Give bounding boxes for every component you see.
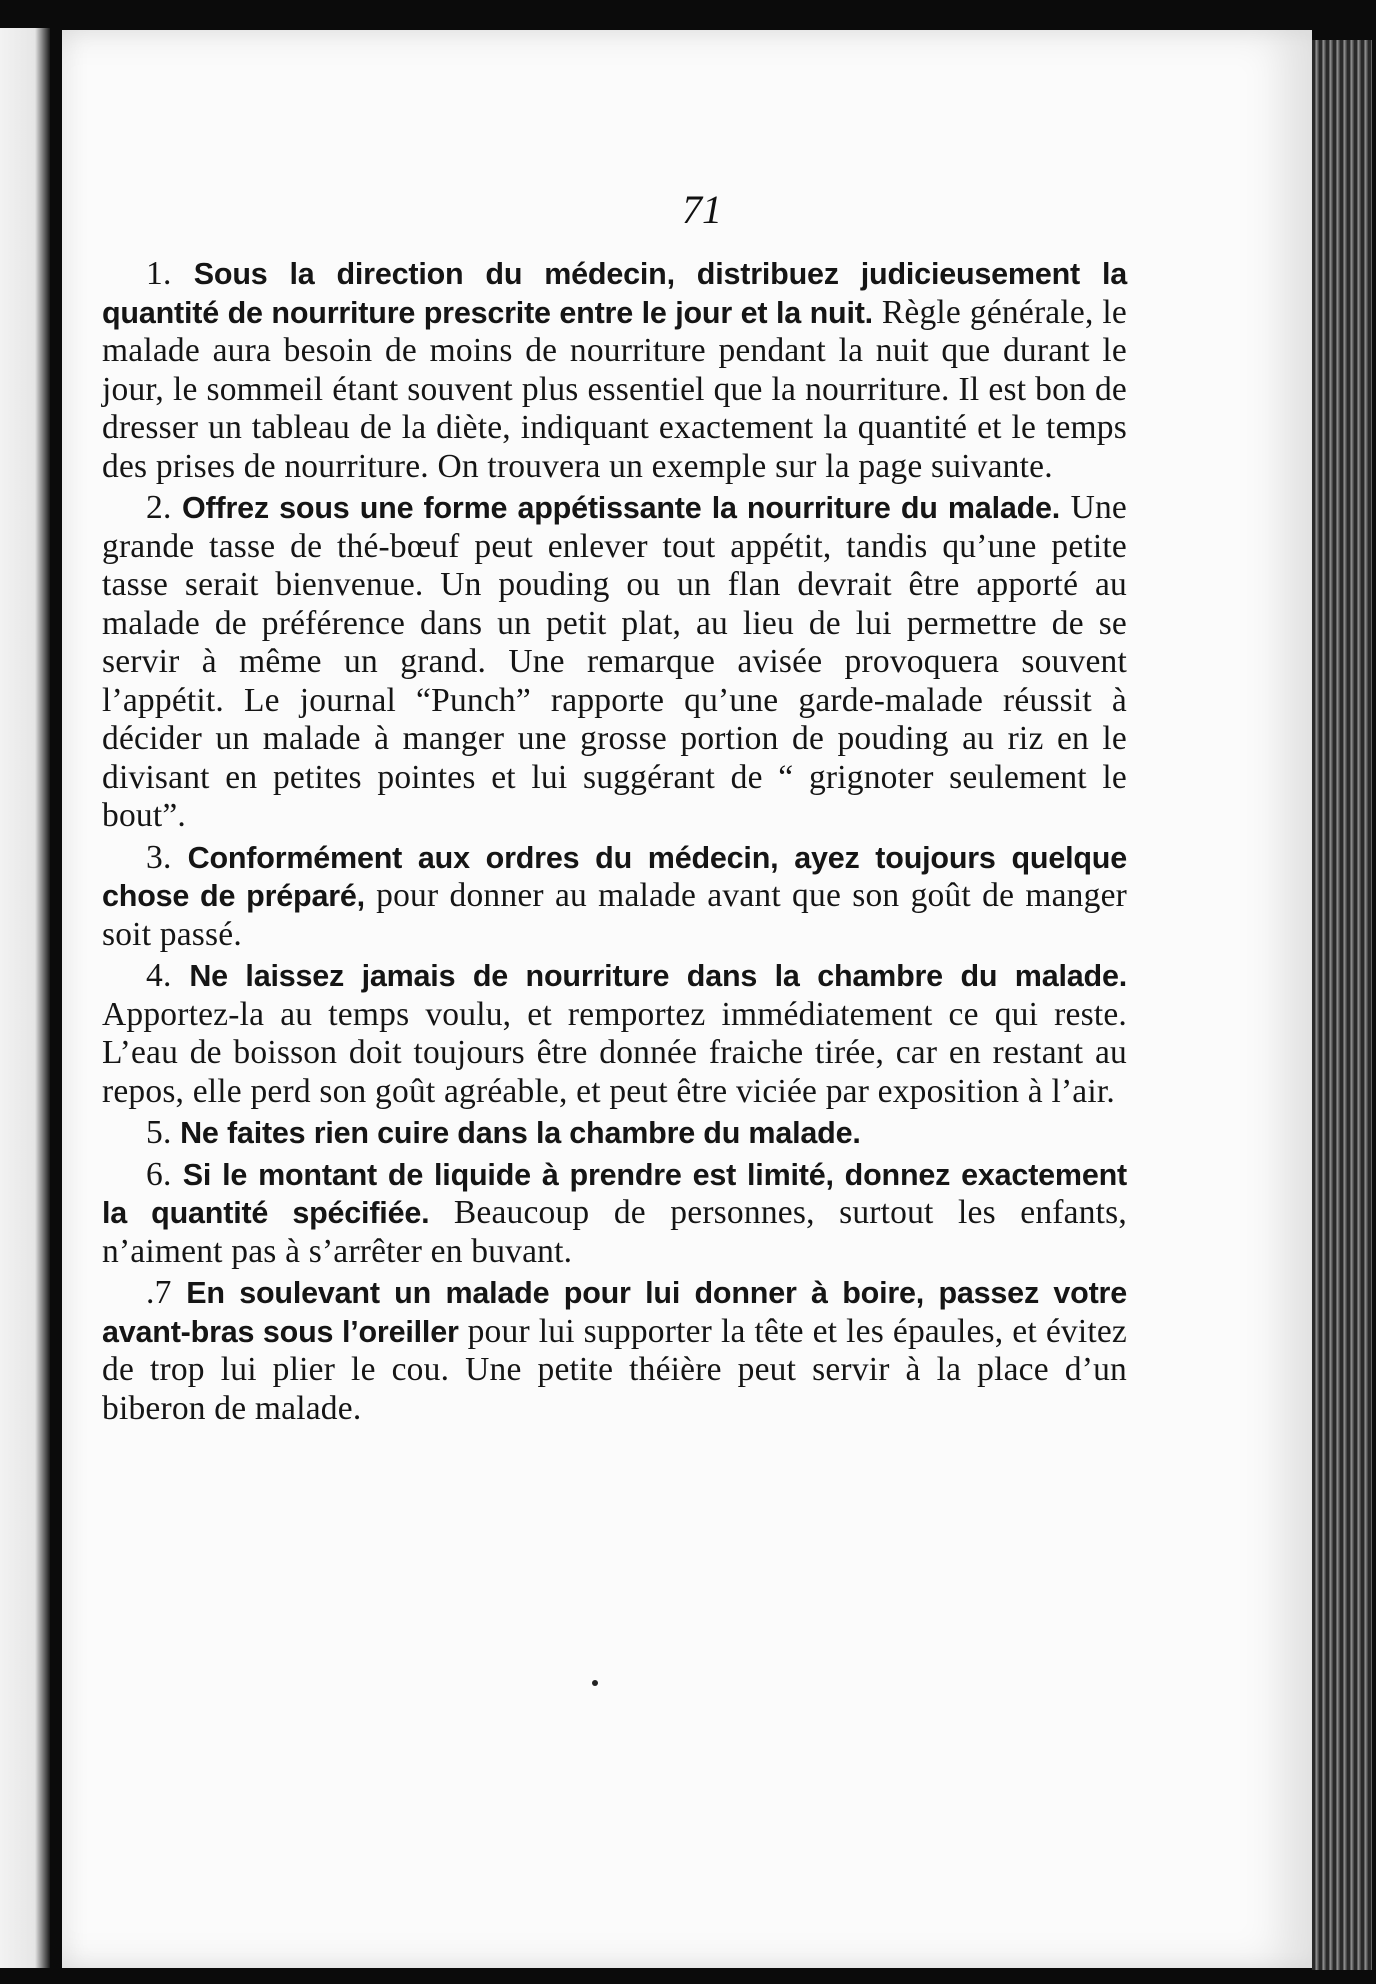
body-text — [102, 255, 1127, 1428]
paragraph-1 — [102, 255, 1127, 486]
paragraph-5 — [102, 1114, 1127, 1153]
paragraph-2 — [102, 489, 1127, 836]
paragraph-text: pour lui supporter la tête et les épaules, et évitez de trop lui plier le cou. Une petite théière peut servir à la place d’un biberon de malade. — [102, 1312, 1128, 1427]
facing-page-edge — [0, 28, 50, 1968]
bold-instruction: Si le montant de liquide à prendre est limité, donnez exactement la quantité spécifiée. — [102, 1157, 1127, 1230]
ink-dot — [592, 1680, 598, 1686]
paragraph-text: Règle générale, le malade aura besoin de moins de nourriture pendant la nuit que durant le jour, le sommeil étant souvent plus essentiel que la nourriture. Il est bon de dresser un tableau de la diète, indiquant exactement la quantité et le temps des prises de nourriture. On trouvera un exemple sur la page suivante. — [102, 293, 1127, 485]
bold-instruction: Conformément aux ordres du médecin, ayez toujours quelque chose de préparé, — [102, 840, 1127, 913]
item-number: 4. — [146, 957, 172, 994]
paragraph-3 — [102, 839, 1127, 955]
item-number: .7 — [146, 1274, 172, 1311]
bold-instruction: Offrez sous une forme appétissante la nourriture du malade. — [182, 491, 1061, 525]
item-number: 6. — [146, 1155, 172, 1193]
item-number: 3. — [146, 838, 172, 876]
bold-instruction: Ne faites rien cuire dans la chambre du malade. — [180, 1116, 861, 1150]
paragraph-6 — [102, 1156, 1127, 1272]
page-number: 71 — [682, 187, 722, 232]
paragraph-text: Une grande tasse de thé-bœuf peut enlever tout appétit, tandis qu’une petite tasse serait bienvenue. Un pouding ou un flan devrait être apporté au malade de préférence dans un petit plat, au lieu de lui permettre de se servir à même un grand. Une remarque avisée provoquera souvent l’appétit. Le journal “Punch” rapporte qu’une garde-malade réussit à décider un malade à manger une grosse portion de pouding au riz en le divisant en petites pointes et lui suggérant de “ grignoter seulement le bout”. — [102, 489, 1128, 834]
paragraph-text: Beaucoup de personnes, surtout les enfants, n’aiment pas à s’arrêter en buvant. — [102, 1194, 1127, 1270]
bold-instruction: Sous la direction du médecin, distribuez judicieusement la quantité de nourriture prescrite entre le jour et la nuit. — [102, 257, 1127, 330]
paragraph-7 — [102, 1274, 1127, 1428]
bold-instruction: Ne laissez jamais de nourriture dans la chambre du malade. — [189, 959, 1127, 993]
paragraph-text: pour donner au malade avant que son goût de manger soit passé. — [102, 877, 1127, 953]
bold-instruction: En soulevant un malade pour lui donner à boire, passez votre avant-bras sous l’oreiller — [102, 1276, 1127, 1349]
paragraph-4 — [102, 957, 1127, 1111]
item-number: 2. — [146, 489, 172, 526]
page-stack-edges — [1312, 40, 1372, 1970]
item-number: 5. — [146, 1114, 172, 1151]
paragraph-text: Apportez-la au temps voulu, et remportez immédiatement ce qui reste. L’eau de boisson doit toujours être donnée fraiche tirée, car en restant au repos, elle perd son goût agréable, et peut être viciée par exposition à l’air. — [102, 995, 1127, 1110]
item-number: 1. — [146, 255, 172, 292]
